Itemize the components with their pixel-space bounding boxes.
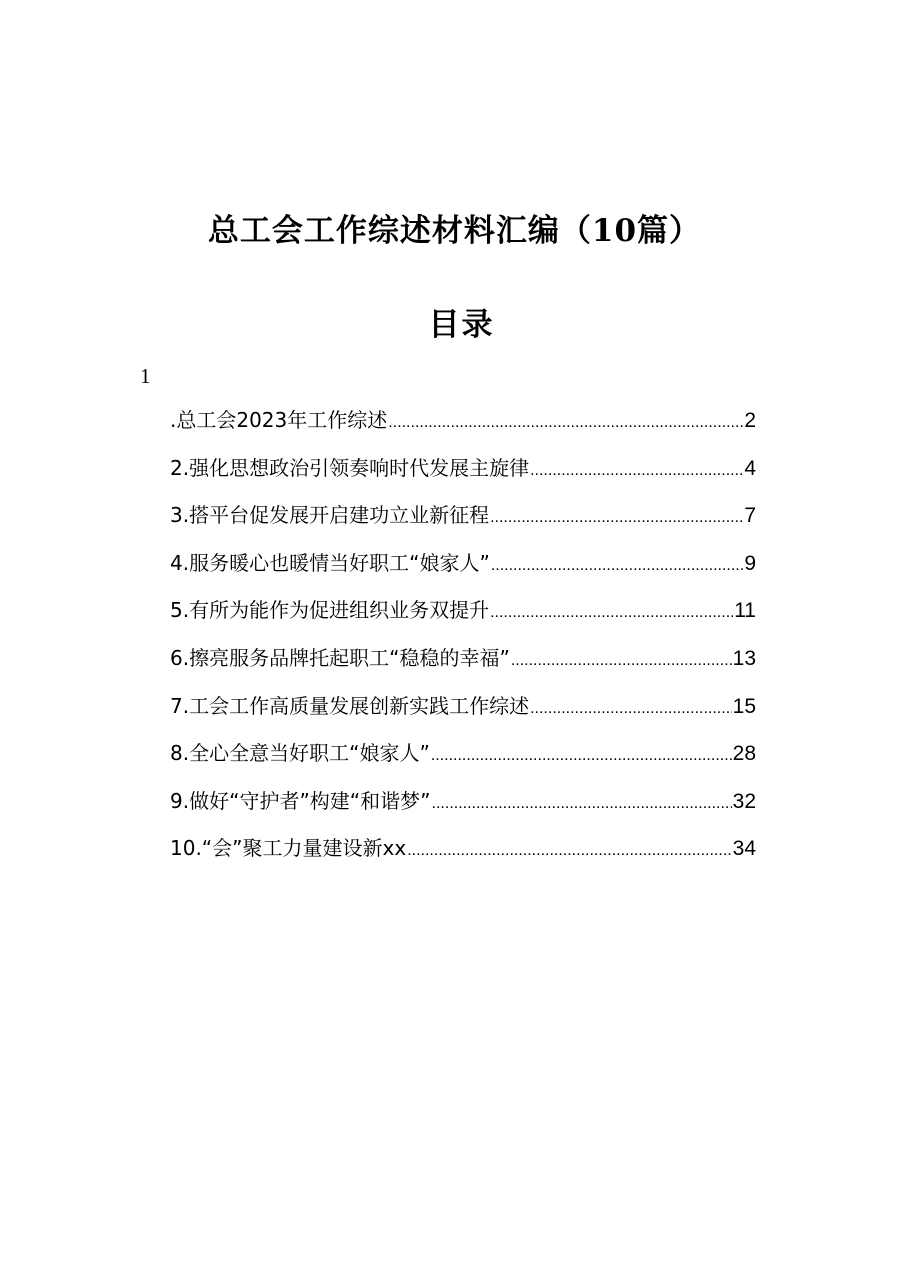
toc-heading: 目录 bbox=[428, 307, 495, 343]
document-title: 总工会工作综述材料汇编（10篇） bbox=[207, 213, 702, 249]
toc-entry-label: 6.擦亮服务品牌托起职工“稳稳的幸福” bbox=[170, 645, 510, 670]
toc-dot-leader bbox=[490, 500, 743, 536]
toc-entry-9[interactable] bbox=[170, 783, 756, 831]
toc-entry-3[interactable] bbox=[170, 497, 756, 545]
toc-entry-10[interactable] bbox=[170, 830, 756, 878]
toc-entry-label: 5.有所为能作为促进组织业务双提升 bbox=[170, 598, 490, 623]
toc-page-number: 13 bbox=[732, 646, 756, 670]
toc-page-number: 11 bbox=[734, 599, 756, 623]
toc-entry-label: 4.服务暖心也暖情当好职工“娘家人” bbox=[170, 550, 490, 575]
toc-dot-leader bbox=[491, 548, 744, 584]
toc-page-number: 9 bbox=[744, 551, 756, 575]
toc-entry-label: 10.“会”聚工力量建设新xx bbox=[170, 836, 407, 861]
toc-dot-leader bbox=[407, 833, 731, 869]
toc-entry-8[interactable] bbox=[170, 735, 756, 783]
toc-dot-leader bbox=[431, 738, 732, 774]
toc-entry-label: 2.强化思想政治引领奏响时代发展主旋律 bbox=[170, 455, 530, 480]
toc-dot-leader bbox=[511, 643, 732, 679]
toc-entry-6[interactable] bbox=[170, 640, 756, 688]
toc-page-number: 4 bbox=[744, 456, 756, 480]
toc-dot-leader bbox=[530, 691, 732, 727]
toc-dot-leader bbox=[432, 786, 732, 822]
toc-entry-label: 7.工会工作高质量发展创新实践工作综述 bbox=[170, 693, 530, 718]
toc-entry-label: 3.搭平台促发展开启建功立业新征程 bbox=[170, 503, 490, 528]
toc-dot-leader bbox=[388, 405, 743, 441]
toc-entry-1[interactable] bbox=[170, 402, 756, 450]
toc-entry-label: 9.做好“守护者”构建“和谐梦” bbox=[170, 788, 431, 813]
toc-page-number: 28 bbox=[732, 742, 756, 766]
stray-number: 1 bbox=[140, 364, 151, 388]
toc-page-number: 32 bbox=[732, 789, 756, 813]
toc-dot-leader bbox=[530, 453, 743, 489]
toc-entry-4[interactable] bbox=[170, 545, 756, 593]
toc-entry-5[interactable] bbox=[170, 592, 756, 640]
toc-page-number: 34 bbox=[732, 837, 756, 861]
toc-entry-2[interactable] bbox=[170, 450, 756, 498]
toc-entry-label: .总工会2023年工作综述 bbox=[170, 408, 388, 432]
toc-page-number: 15 bbox=[732, 694, 756, 718]
toc-page-number: 2 bbox=[744, 409, 756, 432]
table-of-contents bbox=[170, 402, 756, 878]
toc-dot-leader bbox=[490, 595, 733, 631]
toc-entry-7[interactable] bbox=[170, 688, 756, 736]
toc-entry-label: 8.全心全意当好职工“娘家人” bbox=[170, 741, 430, 766]
toc-page-number: 7 bbox=[744, 504, 756, 528]
